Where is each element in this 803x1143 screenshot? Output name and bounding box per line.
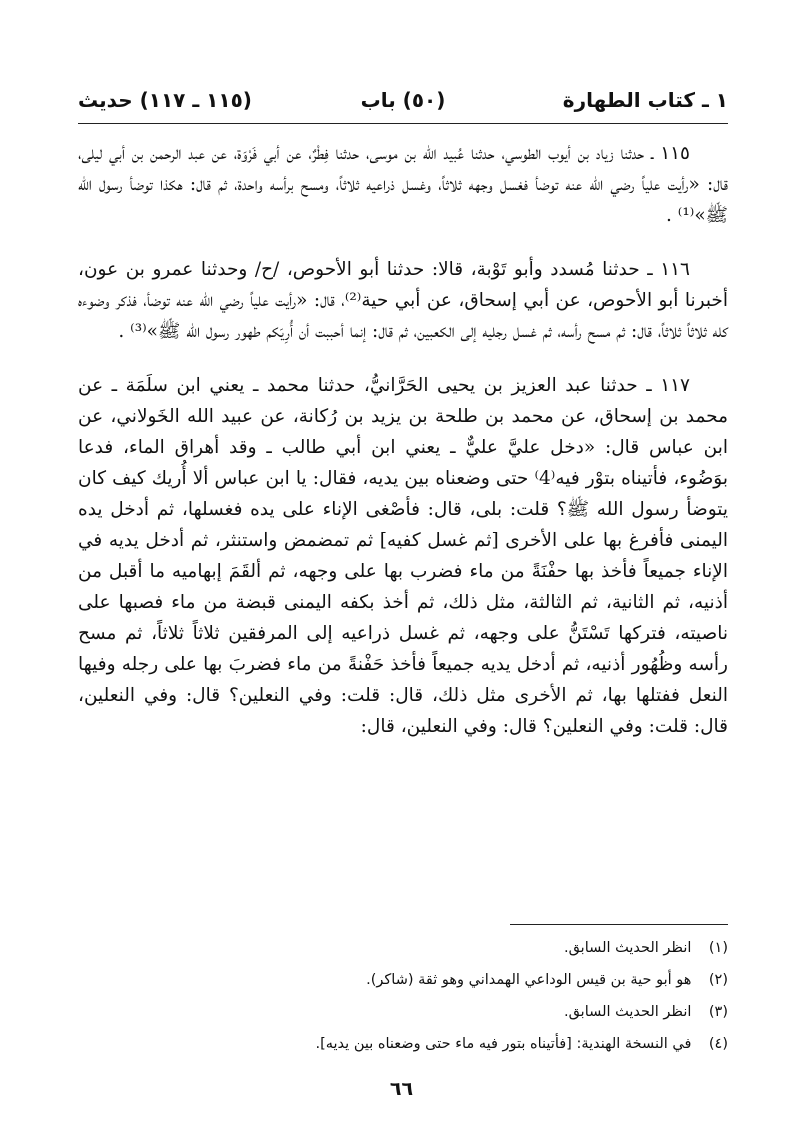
footnote-text: انظر الحديث السابق. xyxy=(563,1004,692,1020)
page-number: ٦٦ xyxy=(389,1078,414,1100)
footnote-text: في النسخة الهندية: [فأتيناه بتور فيه ماء حتى وضعناه بين يديه]. xyxy=(315,1036,692,1052)
footnotes xyxy=(78,932,728,1060)
footnote-number: (٣) xyxy=(708,1004,728,1020)
footnote-number: (١) xyxy=(708,940,728,956)
footnote-divider xyxy=(510,924,728,925)
header-chapter: (٥٠) باب xyxy=(360,88,446,112)
footnote-text: هو أبو حية بن قيس الوداعي الهمداني وهو ثقة (شاكر). xyxy=(366,972,692,988)
hadith-116: ١١٦ ـ حدثنا مُسدد وأبو تَوْبة، قالا: حدثنا أبو الأحوص، /ح/ وحدثنا عمرو بن عون، أخبرنا أبو الأحوص، عن أبي إسحاق، عن أبي حية⁽²⁾، قال: «رأيت علياً رضي الله عنه توضأ، فذكر وضوءه كله ثلاثاً ثلاثاً، قال: ثم مسح رأسه، ثم غسل رجليه إلى الكعبين، ثم قال: إنما أحببت أن أُرِيَكم طهور رسول الله ﷺ»⁽³⁾ . xyxy=(78,259,728,342)
footnote-number: (٢) xyxy=(708,972,728,988)
header-book-title: ١ ـ كتاب الطهارة xyxy=(562,88,728,112)
footnote-item xyxy=(78,964,728,996)
footnote-item xyxy=(78,1028,728,1060)
footnote-item xyxy=(78,996,728,1028)
running-header xyxy=(78,82,728,122)
header-hadith-range: (١١٥ ـ ١١٧) حديث xyxy=(78,88,252,112)
footnote-text: انظر الحديث السابق. xyxy=(563,940,692,956)
footnote-number: (٤) xyxy=(708,1036,728,1052)
hadith-117: ١١٧ ـ حدثنا عبد العزيز بن يحيى الحَرَّانيُّ، حدثنا محمد ـ يعني ابن سلَمَة ـ عن محمد بن إسحاق، عن محمد بن طلحة بن يزيد بن رُكانة، عن عبيد الله الخَولاني، عن ابن عباس قال: «دخل عليَّ عليٌّ ـ يعني ابن أبي طالب ـ وقد أهراق الماء، فدعا بوَضُوء، فأتيناه بتوْر فيه⁽4⁾ حتى وضعناه بين يديه، فقال: يا ابن عباس ألا أُريك كيف كان يتوضأ رسول الله ﷺ؟ قلت: بلى، قال: فأصْغى الإناء على يده فغسلها، ثم أدخل يده اليمنى فأفرغ بها على الأخرى [ثم غسل كفيه] ثم تمضمض واستنثر، ثم أدخل يديه في الإناء جميعاً فأخذ بها حفْنَةً من ماء فضرب بها على وجهه، ثم ألقَمَ إبهاميه ما أقبل من أذنيه، ثم الثانية، ثم الثالثة، مثل ذلك، ثم أخذ بكفه اليمنى قبضة من ماء فصبها على ناصيته، فتركها تَسْتَنُّ على وجهه، ثم غسل ذراعيه إلى المرفقين ثلاثاً ثلاثاً، ثم مسح رأسه وظُهُور أذنيه، ثم أدخل يديه جميعاً فأخذ حَفْنةً من ماء فضربَ بها على رجله وفيها النعل ففتلها بها، ثم الأخرى مثل ذلك، قال: قلت: وفي النعلين؟ قال: وفي النعلين، قال: قلت: وفي النعلين؟ قال: وفي النعلين، قال: xyxy=(78,375,729,737)
footnote-item xyxy=(78,932,728,964)
hadith-115: ١١٥ ـ حدثنا زياد بن أيوب الطوسي، حدثنا عُبيد الله بن موسى، حدثنا فِطْرٌ، عن أبي فَرْوَة، عن عبد الرحمن بن أبي ليلى، قال: «رأيت علياً رضي الله عنه توضأ فغسل وجهه ثلاثاً، وغسل ذراعيه ثلاثاً، ومسح برأسه واحدة، ثم قال: هكذا توضأ رسول الله ﷺ»⁽¹⁾ . xyxy=(78,143,728,226)
header-divider xyxy=(78,123,728,124)
main-text xyxy=(78,138,728,765)
